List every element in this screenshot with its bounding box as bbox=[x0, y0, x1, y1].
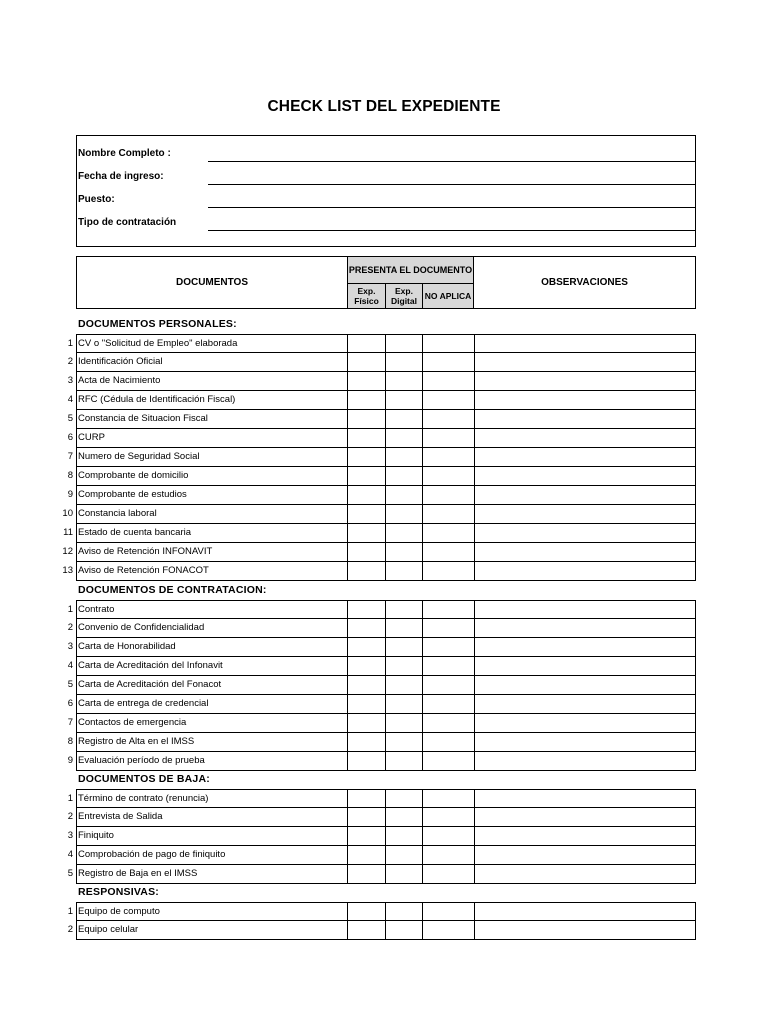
exp-digital-cell[interactable] bbox=[385, 335, 423, 352]
exp-digital-cell[interactable] bbox=[385, 524, 423, 542]
checklist-row bbox=[63, 524, 696, 543]
checklist-row bbox=[62, 562, 696, 581]
observaciones-cell[interactable] bbox=[474, 619, 696, 637]
checklist-row bbox=[62, 505, 696, 524]
row-number: 4 bbox=[67, 394, 73, 405]
document-name: Constancia laboral bbox=[78, 508, 157, 519]
row-number: 4 bbox=[67, 849, 73, 860]
no-aplica-cell[interactable] bbox=[422, 865, 475, 883]
document-name: Comprobante de domicilio bbox=[78, 470, 189, 481]
observaciones-cell[interactable] bbox=[474, 808, 696, 826]
section-title: DOCUMENTOS PERSONALES: bbox=[78, 318, 237, 330]
exp-fisico-cell[interactable] bbox=[347, 657, 386, 675]
observaciones-cell[interactable] bbox=[474, 903, 696, 920]
exp-fisico-cell[interactable] bbox=[347, 752, 386, 770]
row-number: 2 bbox=[67, 924, 73, 935]
exp-fisico-cell[interactable] bbox=[347, 638, 386, 656]
row-number: 2 bbox=[67, 356, 73, 367]
row-number: 1 bbox=[67, 338, 73, 349]
document-name: Aviso de Retención FONACOT bbox=[78, 565, 209, 576]
document-name: Término de contrato (renuncia) bbox=[78, 793, 209, 804]
exp-fisico-cell[interactable] bbox=[347, 865, 386, 883]
nombre-field[interactable] bbox=[208, 161, 696, 162]
info-label-nombre: Nombre Completo : bbox=[78, 148, 171, 159]
row-number: 3 bbox=[67, 641, 73, 652]
checklist-row bbox=[67, 714, 696, 733]
document-name: Comprobación de pago de finiquito bbox=[78, 849, 226, 860]
document-name: Evaluación período de prueba bbox=[78, 755, 205, 766]
no-aplica-cell[interactable] bbox=[422, 467, 475, 485]
no-aplica-cell[interactable] bbox=[422, 903, 475, 920]
exp-fisico-cell[interactable] bbox=[347, 524, 386, 542]
exp-fisico-cell[interactable] bbox=[347, 448, 386, 466]
exp-digital-cell[interactable] bbox=[385, 562, 423, 580]
row-number: 5 bbox=[67, 413, 73, 424]
header-exp-digital-label: Exp. Digital bbox=[391, 286, 417, 306]
observaciones-cell[interactable] bbox=[474, 335, 696, 352]
checklist-row bbox=[67, 391, 696, 410]
exp-fisico-cell[interactable] bbox=[347, 372, 386, 390]
no-aplica-cell[interactable] bbox=[422, 714, 475, 732]
observaciones-cell[interactable] bbox=[474, 524, 696, 542]
exp-digital-cell[interactable] bbox=[385, 695, 423, 713]
no-aplica-cell[interactable] bbox=[422, 808, 475, 826]
exp-digital-cell[interactable] bbox=[385, 372, 423, 390]
document-name: Carta de entrega de credencial bbox=[78, 698, 209, 709]
exp-digital-cell[interactable] bbox=[385, 790, 423, 807]
document-name: Registro de Baja en el IMSS bbox=[78, 868, 198, 879]
checklist-row bbox=[67, 676, 696, 695]
no-aplica-cell[interactable] bbox=[422, 543, 475, 561]
checklist-row bbox=[67, 410, 696, 429]
document-name: Carta de Acreditación del Fonacot bbox=[78, 679, 222, 690]
no-aplica-cell[interactable] bbox=[422, 676, 475, 694]
exp-fisico-cell[interactable] bbox=[347, 601, 386, 618]
row-number: 11 bbox=[63, 527, 73, 538]
exp-digital-cell[interactable] bbox=[385, 410, 423, 428]
document-name: Contrato bbox=[78, 604, 115, 615]
document-name: Registro de Alta en el IMSS bbox=[78, 736, 195, 747]
exp-digital-cell[interactable] bbox=[385, 846, 423, 864]
checklist-row bbox=[67, 846, 696, 865]
observaciones-cell[interactable] bbox=[474, 657, 696, 675]
observaciones-cell[interactable] bbox=[474, 865, 696, 883]
observaciones-cell[interactable] bbox=[474, 429, 696, 447]
header-exp-fisico-label: Exp. Físico bbox=[354, 286, 379, 306]
row-number: 4 bbox=[67, 660, 73, 671]
exp-digital-cell[interactable] bbox=[385, 619, 423, 637]
observaciones-cell[interactable] bbox=[474, 714, 696, 732]
info-row-tipo bbox=[77, 209, 695, 231]
row-number: 8 bbox=[67, 470, 73, 481]
checklist-row bbox=[67, 638, 696, 657]
no-aplica-cell[interactable] bbox=[422, 921, 475, 939]
checklist-row bbox=[67, 600, 696, 619]
row-number: 9 bbox=[67, 755, 73, 766]
exp-digital-cell[interactable] bbox=[385, 429, 423, 447]
exp-digital-cell[interactable] bbox=[385, 752, 423, 770]
row-number: 7 bbox=[67, 451, 73, 462]
exp-digital-cell[interactable] bbox=[385, 448, 423, 466]
page-title: CHECK LIST DEL EXPEDIENTE bbox=[267, 98, 501, 115]
document-name: Estado de cuenta bancaria bbox=[78, 527, 192, 538]
info-row-nombre bbox=[77, 140, 695, 162]
no-aplica-cell[interactable] bbox=[422, 486, 475, 504]
observaciones-cell[interactable] bbox=[474, 467, 696, 485]
exp-digital-cell[interactable] bbox=[385, 467, 423, 485]
checklist-row bbox=[67, 429, 696, 448]
no-aplica-cell[interactable] bbox=[422, 391, 475, 409]
exp-fisico-cell[interactable] bbox=[347, 486, 386, 504]
exp-digital-cell[interactable] bbox=[385, 676, 423, 694]
checklist-row bbox=[67, 789, 696, 808]
info-label-puesto: Puesto: bbox=[78, 194, 115, 205]
exp-fisico-cell[interactable] bbox=[347, 695, 386, 713]
exp-digital-cell[interactable] bbox=[385, 657, 423, 675]
document-name: Acta de Nacimiento bbox=[78, 375, 161, 386]
section-title: RESPONSIVAS: bbox=[78, 886, 159, 898]
exp-fisico-cell[interactable] bbox=[347, 619, 386, 637]
checklist-row bbox=[67, 808, 696, 827]
observaciones-cell[interactable] bbox=[474, 921, 696, 939]
row-number: 1 bbox=[67, 604, 73, 615]
row-number: 1 bbox=[67, 793, 73, 804]
exp-fisico-cell[interactable] bbox=[347, 505, 386, 523]
info-row-extra bbox=[77, 231, 695, 253]
exp-fisico-cell[interactable] bbox=[347, 903, 386, 920]
no-aplica-cell[interactable] bbox=[422, 524, 475, 542]
exp-fisico-cell[interactable] bbox=[347, 714, 386, 732]
exp-digital-cell[interactable] bbox=[385, 808, 423, 826]
puesto-field[interactable] bbox=[208, 207, 696, 208]
info-label-fecha: Fecha de ingreso: bbox=[78, 171, 164, 182]
exp-digital-cell[interactable] bbox=[385, 391, 423, 409]
no-aplica-cell[interactable] bbox=[422, 695, 475, 713]
info-row-fecha bbox=[77, 163, 695, 185]
exp-fisico-cell[interactable] bbox=[347, 543, 386, 561]
exp-digital-cell[interactable] bbox=[385, 714, 423, 732]
observaciones-cell[interactable] bbox=[474, 695, 696, 713]
observaciones-cell[interactable] bbox=[474, 448, 696, 466]
header-documentos: DOCUMENTOS bbox=[175, 277, 249, 288]
no-aplica-cell[interactable] bbox=[422, 733, 475, 751]
exp-digital-cell[interactable] bbox=[385, 486, 423, 504]
header-no-aplica: NO APLICA bbox=[422, 284, 474, 308]
document-name: Equipo de computo bbox=[78, 906, 160, 917]
document-name: RFC (Cédula de Identificación Fiscal) bbox=[78, 394, 236, 405]
header-exp-digital bbox=[385, 284, 422, 308]
exp-digital-cell[interactable] bbox=[385, 601, 423, 618]
info-label-tipo: Tipo de contratación bbox=[78, 217, 177, 228]
row-number: 5 bbox=[67, 868, 73, 879]
no-aplica-cell[interactable] bbox=[422, 638, 475, 656]
row-number: 2 bbox=[67, 811, 73, 822]
no-aplica-cell[interactable] bbox=[422, 372, 475, 390]
observaciones-cell[interactable] bbox=[474, 562, 696, 580]
checklist-row bbox=[67, 695, 696, 714]
observaciones-cell[interactable] bbox=[474, 733, 696, 751]
exp-fisico-cell[interactable] bbox=[347, 353, 386, 371]
no-aplica-cell[interactable] bbox=[422, 657, 475, 675]
checklist-row bbox=[67, 865, 696, 884]
observaciones-cell[interactable] bbox=[474, 543, 696, 561]
observaciones-cell[interactable] bbox=[474, 353, 696, 371]
document-name: Identificación Oficial bbox=[78, 356, 163, 367]
checklist-row bbox=[67, 467, 696, 486]
observaciones-cell[interactable] bbox=[474, 601, 696, 618]
checklist-row bbox=[67, 353, 696, 372]
row-number: 3 bbox=[67, 375, 73, 386]
no-aplica-cell[interactable] bbox=[422, 448, 475, 466]
observaciones-cell[interactable] bbox=[474, 638, 696, 656]
observaciones-cell[interactable] bbox=[474, 790, 696, 807]
document-name: CURP bbox=[78, 432, 105, 443]
exp-digital-cell[interactable] bbox=[385, 827, 423, 845]
exp-fisico-cell[interactable] bbox=[347, 827, 386, 845]
no-aplica-cell[interactable] bbox=[422, 335, 475, 352]
no-aplica-cell[interactable] bbox=[422, 562, 475, 580]
observaciones-cell[interactable] bbox=[474, 752, 696, 770]
observaciones-cell[interactable] bbox=[474, 676, 696, 694]
exp-fisico-cell[interactable] bbox=[347, 429, 386, 447]
row-number: 10 bbox=[62, 508, 73, 519]
document-name: Contactos de emergencia bbox=[78, 717, 187, 728]
section-title: DOCUMENTOS DE BAJA: bbox=[78, 773, 210, 785]
no-aplica-cell[interactable] bbox=[422, 846, 475, 864]
checklist-row bbox=[67, 486, 696, 505]
document-name: Convenio de Confidencialidad bbox=[78, 622, 205, 633]
exp-fisico-cell[interactable] bbox=[347, 808, 386, 826]
row-number: 12 bbox=[62, 546, 73, 557]
table-header bbox=[76, 256, 696, 309]
no-aplica-cell[interactable] bbox=[422, 601, 475, 618]
employee-info-box bbox=[76, 135, 696, 247]
info-row-puesto bbox=[77, 186, 695, 208]
row-number: 7 bbox=[67, 717, 73, 728]
row-number: 3 bbox=[67, 830, 73, 841]
header-observaciones: OBSERVACIONES bbox=[541, 277, 628, 288]
exp-fisico-cell[interactable] bbox=[347, 846, 386, 864]
checklist-row bbox=[67, 334, 696, 353]
document-name: CV o "Solicitud de Empleo" elaborada bbox=[78, 338, 238, 349]
row-number: 1 bbox=[67, 906, 73, 917]
observaciones-cell[interactable] bbox=[474, 827, 696, 845]
no-aplica-cell[interactable] bbox=[422, 410, 475, 428]
checklist-row bbox=[67, 619, 696, 638]
observaciones-cell[interactable] bbox=[474, 846, 696, 864]
header-exp-fisico bbox=[347, 284, 385, 308]
document-name: Entrevista de Salida bbox=[78, 811, 163, 822]
no-aplica-cell[interactable] bbox=[422, 619, 475, 637]
document-name: Equipo celular bbox=[78, 924, 139, 935]
checklist-row bbox=[62, 543, 696, 562]
exp-fisico-cell[interactable] bbox=[347, 467, 386, 485]
no-aplica-cell[interactable] bbox=[422, 505, 475, 523]
exp-fisico-cell[interactable] bbox=[347, 921, 386, 939]
checklist-row bbox=[67, 372, 696, 391]
exp-digital-cell[interactable] bbox=[385, 903, 423, 920]
observaciones-cell[interactable] bbox=[474, 505, 696, 523]
exp-fisico-cell[interactable] bbox=[347, 733, 386, 751]
checklist-row bbox=[67, 921, 696, 940]
fecha-field[interactable] bbox=[208, 184, 696, 185]
observaciones-cell[interactable] bbox=[474, 391, 696, 409]
no-aplica-cell[interactable] bbox=[422, 353, 475, 371]
row-number: 13 bbox=[62, 565, 73, 576]
row-number: 6 bbox=[67, 432, 73, 443]
document-name: Comprobante de estudios bbox=[78, 489, 187, 500]
document-name: Constancia de Situacion Fiscal bbox=[78, 413, 208, 424]
document-name: Carta de Acreditación del Infonavit bbox=[78, 660, 223, 671]
no-aplica-cell[interactable] bbox=[422, 429, 475, 447]
row-number: 9 bbox=[67, 489, 73, 500]
no-aplica-cell[interactable] bbox=[422, 790, 475, 807]
exp-fisico-cell[interactable] bbox=[347, 391, 386, 409]
document-name: Finiquito bbox=[78, 830, 114, 841]
exp-digital-cell[interactable] bbox=[385, 865, 423, 883]
row-number: 2 bbox=[67, 622, 73, 633]
exp-digital-cell[interactable] bbox=[385, 505, 423, 523]
observaciones-cell[interactable] bbox=[474, 410, 696, 428]
row-number: 6 bbox=[67, 698, 73, 709]
checklist-row bbox=[67, 733, 696, 752]
row-number: 5 bbox=[67, 679, 73, 690]
observaciones-cell[interactable] bbox=[474, 486, 696, 504]
observaciones-cell[interactable] bbox=[474, 372, 696, 390]
section-title: DOCUMENTOS DE CONTRATACION: bbox=[78, 584, 267, 596]
exp-digital-cell[interactable] bbox=[385, 638, 423, 656]
checklist-row bbox=[67, 752, 696, 771]
checklist-row bbox=[67, 827, 696, 846]
header-presenta: PRESENTA EL DOCUMENTO bbox=[347, 257, 474, 284]
no-aplica-cell[interactable] bbox=[422, 752, 475, 770]
exp-digital-cell[interactable] bbox=[385, 733, 423, 751]
exp-fisico-cell[interactable] bbox=[347, 790, 386, 807]
checklist-row bbox=[67, 657, 696, 676]
exp-digital-cell[interactable] bbox=[385, 921, 423, 939]
exp-fisico-cell[interactable] bbox=[347, 410, 386, 428]
row-number: 8 bbox=[67, 736, 73, 747]
exp-digital-cell[interactable] bbox=[385, 353, 423, 371]
document-name: Numero de Seguridad Social bbox=[78, 451, 200, 462]
document-name: Carta de Honorabilidad bbox=[78, 641, 176, 652]
exp-fisico-cell[interactable] bbox=[347, 562, 386, 580]
checklist-row bbox=[67, 448, 696, 467]
no-aplica-cell[interactable] bbox=[422, 827, 475, 845]
checklist-row bbox=[67, 902, 696, 921]
exp-fisico-cell[interactable] bbox=[347, 335, 386, 352]
exp-fisico-cell[interactable] bbox=[347, 676, 386, 694]
exp-digital-cell[interactable] bbox=[385, 543, 423, 561]
document-name: Aviso de Retención INFONAVIT bbox=[78, 546, 213, 557]
